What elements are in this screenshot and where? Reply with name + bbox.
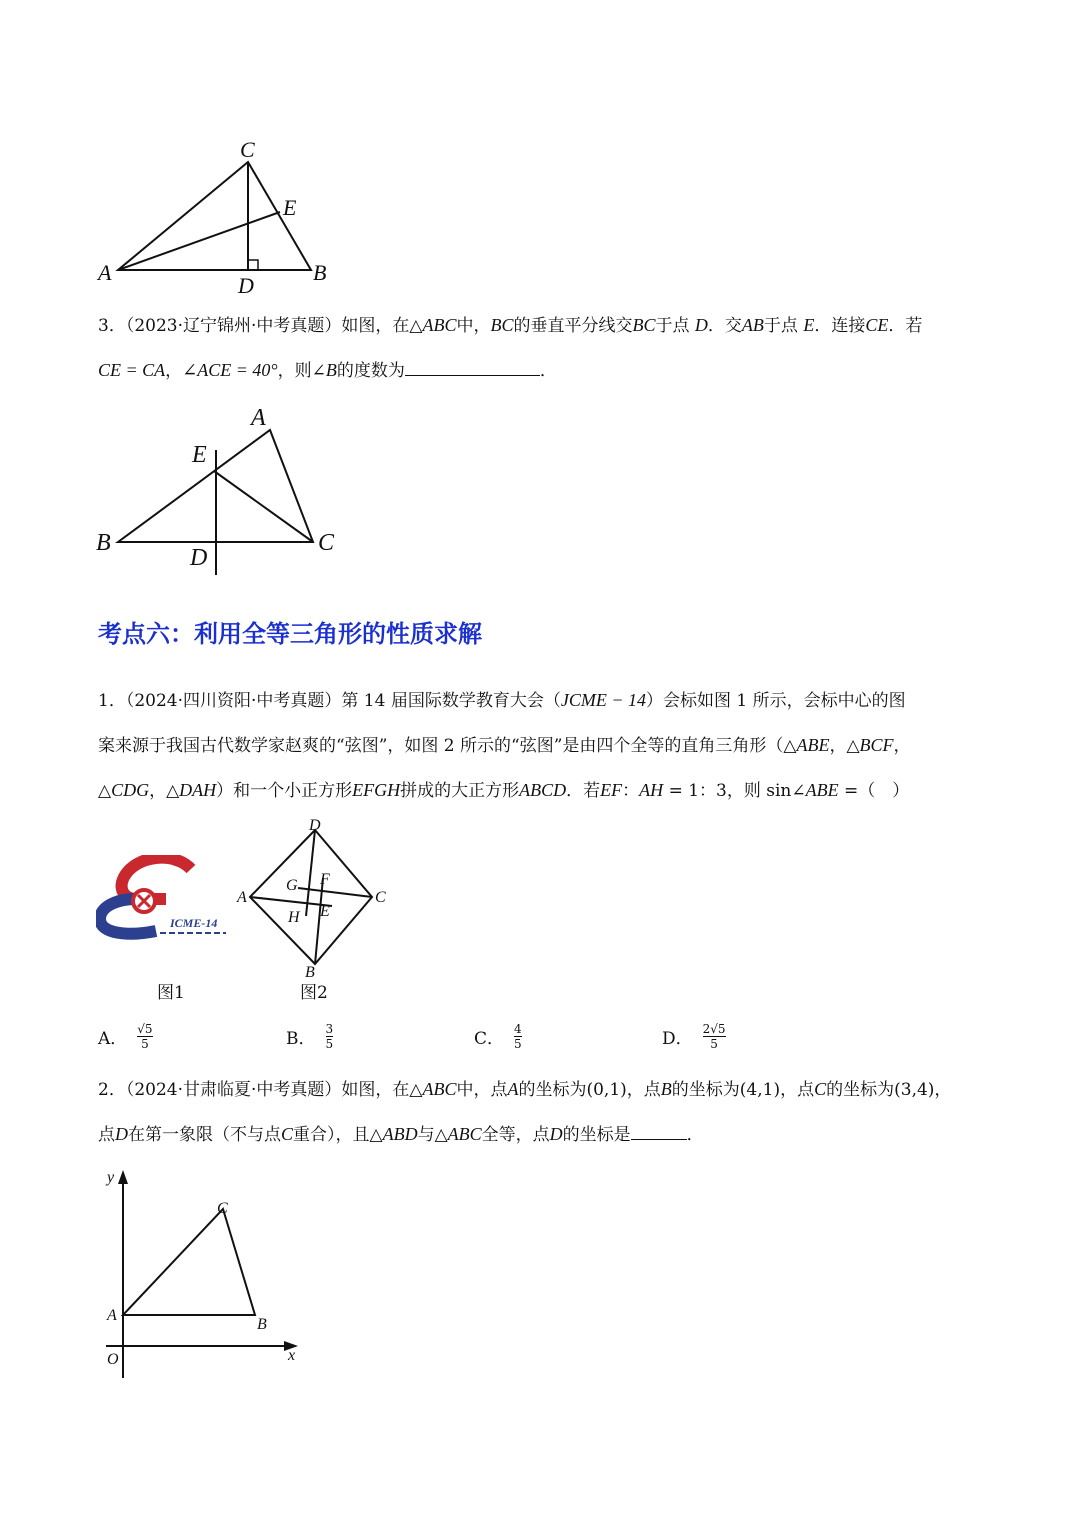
denominator: 5 <box>325 1037 334 1051</box>
option-a[interactable] <box>98 1022 153 1051</box>
option-fraction <box>514 1022 522 1051</box>
math: CE <box>865 315 889 335</box>
math: EF <box>600 780 623 800</box>
text: 的坐标为(0,1)，点 <box>518 1080 661 1100</box>
text: ，则∠ <box>277 361 326 381</box>
numerator: 4 <box>514 1022 522 1036</box>
label-D: D <box>190 545 208 571</box>
math: ABC <box>447 1124 482 1144</box>
text: ，△ <box>149 781 180 801</box>
label-C: C <box>318 530 335 556</box>
math: ABCD <box>519 780 567 800</box>
text: ： <box>622 781 640 801</box>
denominator: 5 <box>141 1037 149 1051</box>
option-d[interactable] <box>662 1022 726 1051</box>
label-D: D <box>309 817 321 834</box>
option-fraction <box>326 1022 334 1051</box>
math: EFGH <box>352 780 401 800</box>
xian-tu-figure <box>232 812 402 982</box>
icme-14-logo <box>96 855 236 940</box>
math: D <box>115 1124 128 1144</box>
logo-text: ICME-14 <box>170 916 218 930</box>
math: ABD <box>382 1124 418 1144</box>
text: ．若 <box>888 316 923 336</box>
text: （2024·甘肃临夏·中考真题）如图，在△ <box>125 1080 423 1100</box>
figure-2-caption: 图2 <box>300 983 328 1003</box>
question-3 <box>98 303 988 393</box>
text: ．连接 <box>814 316 866 336</box>
math: A <box>507 1079 519 1099</box>
text: 于点 <box>655 316 690 336</box>
label-C: C <box>217 1200 228 1217</box>
denominator: 5 <box>710 1037 718 1051</box>
label-B: B <box>313 260 327 285</box>
text: 的坐标是 <box>562 1125 631 1145</box>
math: ∠ACE = 40° <box>182 360 278 380</box>
option-fraction <box>703 1022 726 1051</box>
text: ． <box>686 1125 704 1145</box>
math: ABC <box>422 1079 457 1099</box>
question-number: 3． <box>98 316 126 336</box>
math: AH <box>639 780 664 800</box>
text: △ <box>98 781 112 801</box>
label-B: B <box>305 964 315 981</box>
option-fraction <box>137 1022 152 1051</box>
coordinate-figure <box>96 1160 316 1390</box>
text: ，△ <box>829 736 860 756</box>
math: CE = CA <box>98 360 166 380</box>
math: JCME − 14 <box>560 690 646 710</box>
numerator: 2√5 <box>702 1022 726 1036</box>
question-source: （2023·辽宁锦州·中考真题） <box>125 316 342 336</box>
label-x: x <box>288 1347 296 1364</box>
option-b[interactable] <box>286 1022 333 1051</box>
math: C <box>281 1124 294 1144</box>
text: 的坐标为(3,4)， <box>826 1080 952 1100</box>
y-arrow-icon <box>118 1170 128 1184</box>
label-y: y <box>107 1169 115 1186</box>
option-letter: C． <box>474 1029 505 1049</box>
text: ， <box>893 736 911 756</box>
label-H: H <box>288 909 300 926</box>
label-C: C <box>375 889 386 906</box>
option-c[interactable] <box>474 1022 522 1051</box>
figure-triangle-altitude <box>90 135 350 300</box>
option-letter: A． <box>98 1029 128 1049</box>
text: ）会标如图 1 所示，会标中心的图 <box>645 691 906 711</box>
answer-blank[interactable] <box>405 359 540 376</box>
text: 的坐标为(4,1)，点 <box>671 1080 815 1100</box>
label-E: E <box>283 195 297 220</box>
section-heading: 考点六：利用全等三角形的性质求解 <box>98 620 482 648</box>
math: ABC <box>422 315 457 335</box>
label-A: A <box>98 260 112 285</box>
label-B: B <box>257 1316 267 1333</box>
math: CDG <box>111 780 150 800</box>
math: C <box>814 1079 827 1099</box>
label-G: G <box>286 877 298 894</box>
denominator: 5 <box>514 1037 522 1051</box>
label-D: D <box>238 273 254 298</box>
text: ．交 <box>707 316 742 336</box>
text: ．若 <box>566 781 601 801</box>
text: ． <box>539 361 557 381</box>
math: ABE <box>805 780 839 800</box>
text: 与△ <box>417 1125 448 1145</box>
text: =（ ） <box>838 781 910 801</box>
text: = 1：3，则 sin∠ <box>663 781 806 801</box>
text: ， <box>165 361 183 381</box>
answer-blank[interactable] <box>631 1123 687 1140</box>
math: B <box>660 1079 672 1099</box>
text: 案来源于我国古代数学家赵爽的“弦图”，如图 2 所示的“弦图”是由四个全等的直角三角形（△ <box>98 736 797 756</box>
label-F: F <box>320 871 330 888</box>
text: （2024·四川资阳·中考真题）第 14 届国际数学教育大会（ <box>125 691 561 711</box>
label-B: B <box>96 530 111 556</box>
label-A: A <box>107 1307 117 1324</box>
text: 在第一象限（不与点 <box>128 1125 281 1145</box>
label-A: A <box>251 405 266 431</box>
text: 于点 <box>763 316 798 336</box>
text: 全等，点 <box>481 1125 550 1145</box>
text: 的度数为 <box>336 361 405 381</box>
option-letter: D． <box>662 1029 693 1049</box>
problem-2 <box>98 1067 998 1157</box>
label-O: O <box>107 1351 119 1368</box>
text: 中， <box>456 316 491 336</box>
text: 拼成的大正方形 <box>400 781 520 801</box>
text: 中，点 <box>456 1080 508 1100</box>
math: D <box>549 1124 563 1144</box>
text: 点 <box>98 1125 115 1145</box>
label-E: E <box>320 903 330 920</box>
text: 重合），且△ <box>293 1125 383 1145</box>
math: BCF <box>859 735 894 755</box>
math: BC <box>490 315 514 335</box>
math: BC <box>632 315 656 335</box>
problem-1 <box>98 678 988 813</box>
math: ABE <box>796 735 830 755</box>
triangle-abc <box>123 1209 255 1315</box>
figure-q3-triangle <box>90 400 350 580</box>
numerator: 3 <box>325 1022 334 1036</box>
question-number: 1． <box>98 691 126 711</box>
figure-1-caption: 图1 <box>157 983 185 1003</box>
label-C: C <box>240 137 255 162</box>
math: D <box>694 315 708 335</box>
math: DAH <box>179 780 217 800</box>
text: ）和一个小正方形 <box>216 781 353 801</box>
math: AB <box>741 315 764 335</box>
numerator: √5 <box>137 1022 153 1036</box>
label-E: E <box>192 442 207 468</box>
text: 的垂直平分线交 <box>513 316 633 336</box>
label-A: A <box>237 889 247 906</box>
math: E <box>803 315 815 335</box>
option-letter: B． <box>286 1029 316 1049</box>
math: B <box>325 360 337 380</box>
question-number: 2． <box>98 1080 126 1100</box>
text: 如图，在△ <box>341 316 423 336</box>
